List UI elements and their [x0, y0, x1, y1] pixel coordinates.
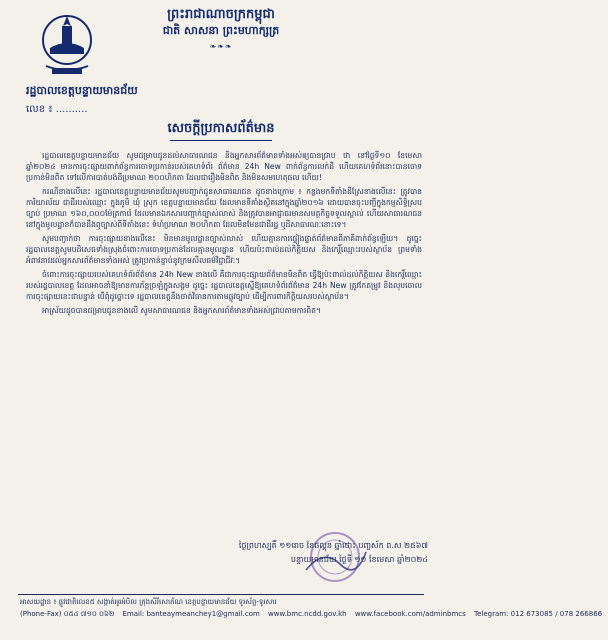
motto-heading: ជាតិ សាសនា ព្រះមហាក្សត្រ [162, 24, 280, 37]
title-underline [170, 140, 272, 141]
footer-address: អាសយដ្ឋាន ៖ ផ្លូវជាតិលេខ៥ សង្កាត់អូរអំបិល ក្រុងសិរីសោភ័ណ ខេត្តបន្ទាយមានជ័យ ទូរស័ព្ទ-ទូរសារ [20, 598, 277, 606]
footer-email[interactable]: Email: banteaymeanchey1@gmail.com [122, 610, 260, 618]
reference-number: លេខ ៖ .......... [26, 104, 88, 115]
body-paragraph: ចំពោះការចុះផ្សាយរបស់គេហទំព័រព័ត៌មាន 24h New ខាងលើ គឺជាការចុះផ្សាយព័ត៌មានមិនពិត ធ្វើឱ្យប៉ះពាល់ដល់កិត្តិយស និងកេរ្តិ៍ឈ្មោះរបស់រដ្ឋបាលខេត្ត ដែលអាចនាំឱ្យមានការភ័ន្តច្រឡំក្នុងសង្គម ដូច្នេះ រដ្ឋបាលខេត្តស្នើឱ្យគេហទំព័រព័ត៌មាន 24h New ត្រូវកែតម្រូវ និងលុបចោលការចុះផ្សាយនេះជាបន្ទាន់ បើពុំដូច្នោះទេ រដ្ឋបាលខេត្តនឹងចាត់វិធានការតាមផ្លូវច្បាប់ ដើម្បីការពារកិត្តិយសរបស់ស្ថាប័ន។ [26, 270, 422, 301]
body-paragraph: រដ្ឋបាលខេត្តបន្ទាយមានជ័យ សូមជម្រាបជូនដល់សាធារណជន និងអ្នកសារព័ត៌មានទាំងអស់ឲ្យបានជ្រាប ថា នៅថ្ងៃទី១០ ខែមេសា ឆ្នាំ២០២៤ មានការចុះផ្សាយពាក់ព័ន្ធការចោទប្រកាន់របស់គេហទំព័រ ព័ត៌មាន 24h New ពាក់ព័ន្ធការលក់ដី ហើយគេហទំព័រនោះបានចោទប្រកាន់មិនពិត ទៅលើការបាត់បង់ដីប្រមាណ ២០០ហិកតា ដែលជារឿងមិនពិត និងមិនសមហេតុផល ហើយ! [26, 151, 422, 182]
footer-facebook[interactable]: www.facebook.com/adminbmcs [354, 610, 466, 618]
ornament-divider: ❧❧❧ [209, 42, 233, 51]
footer-website[interactable]: www.bmc.ncdd.gov.kh [268, 610, 347, 618]
footer-phone: (Phone-Fax) ០៥៤ ៧១០ ០៦២ [20, 610, 115, 618]
footer-contacts [20, 610, 603, 620]
lunar-date: ថ្ងៃព្រហស្បតិ៍ ១១រោច ខែផល្គុន ឆ្នាំថោះ បញ្ចស័ក ព.ស ២៥៦៧ [238, 541, 428, 550]
footer-telegram: Telegram: 012 673085 / 078 266866 [474, 610, 603, 618]
document-title: សេចក្តីប្រកាសព័ត៌មាន [167, 121, 275, 136]
body-paragraph: សូមបញ្ជាក់ថា ការចុះផ្សាយខាងលើនេះ មិនមានមូលដ្ឋានច្បាស់លាស់ ហើយគ្មានការផ្ទៀងផ្ទាត់ព័ត៌មានពីភាគីពាក់ព័ន្ធឡើយ។ ដូច្នេះ រដ្ឋបាលខេត្តសូមបដិសេធទាំងស្រុងចំពោះការចោទប្រកាន់ដែលគ្មានមូលដ្ឋាន ហើយប៉ះពាល់ដល់កិត្តិយស និងកេរ្តិ៍ឈ្មោះរបស់ស្ថាប័ន ព្រមទាំងអំពាវនាវដល់អ្នកសារព័ត៌មានទាំងអស់ ត្រូវប្រកាន់ខ្ជាប់នូវក្រមសីលធម៌វិជ្ជាជីវៈ។ [26, 234, 422, 265]
body-paragraph: អាស្រ័យដូចបានជម្រាបជូនខាងលើ សូមសាធារណជន និងអ្នកសារព័ត៌មានទាំងអស់ជ្រាបតាមការពិត។ [42, 306, 321, 315]
body-paragraph: ករណីខាងលើនេះ រដ្ឋបាលខេត្តបន្ទាយមានជ័យសូមបញ្ជាក់ជូនសាធារណជន ដូចខាងក្រោម ៖ កន្លងមកទីតាំងដីស្រែខាងលើនេះ ត្រូវបានការិយាល័យ ជាដីរបស់ឈ្មោះ ក្នុងភូមិ ឃុំ ស្រុក ខេត្តបន្ទាយមានជ័យ ដែលមានទីតាំងស្ថិតនៅក្នុងឆ្នាំ២០១៦ ដោយបានចុះបញ្ជីក្នុងកម្មសិទ្ធិស្របច្បាប់ ប្រមាណ ១៦០,០០០ម៉ែត្រការ៉េ ដែលមានឯកសារបញ្ជាក់ច្បាស់លាស់ និងត្រូវបានអាជ្ញាធរមានសមត្ថកិច្ចទទួលស្គាល់ ហើយសាធារណជននៅក្នុងមូលដ្ឋានក៏បានដឹងឮច្បាស់ពីទីតាំងនេះ ទំហំប្រមាណ ២០ហិកតា ដែលមិនមែនជាដីរដ្ឋ ឬដីសាធារណៈនោះទេ។ [26, 187, 422, 229]
office-name: រដ្ឋបាលខេត្តបន្ទាយមានជ័យ [26, 84, 138, 97]
kingdom-heading: ព្រះរាជាណាចក្រកម្ពុជា [167, 7, 275, 22]
footer-divider [18, 594, 424, 595]
solar-date: បន្ទាយមានជ័យ ថ្ងៃទី ១១ ខែមេសា ឆ្នាំ២០២៤ [290, 555, 428, 564]
document-body [26, 150, 422, 538]
